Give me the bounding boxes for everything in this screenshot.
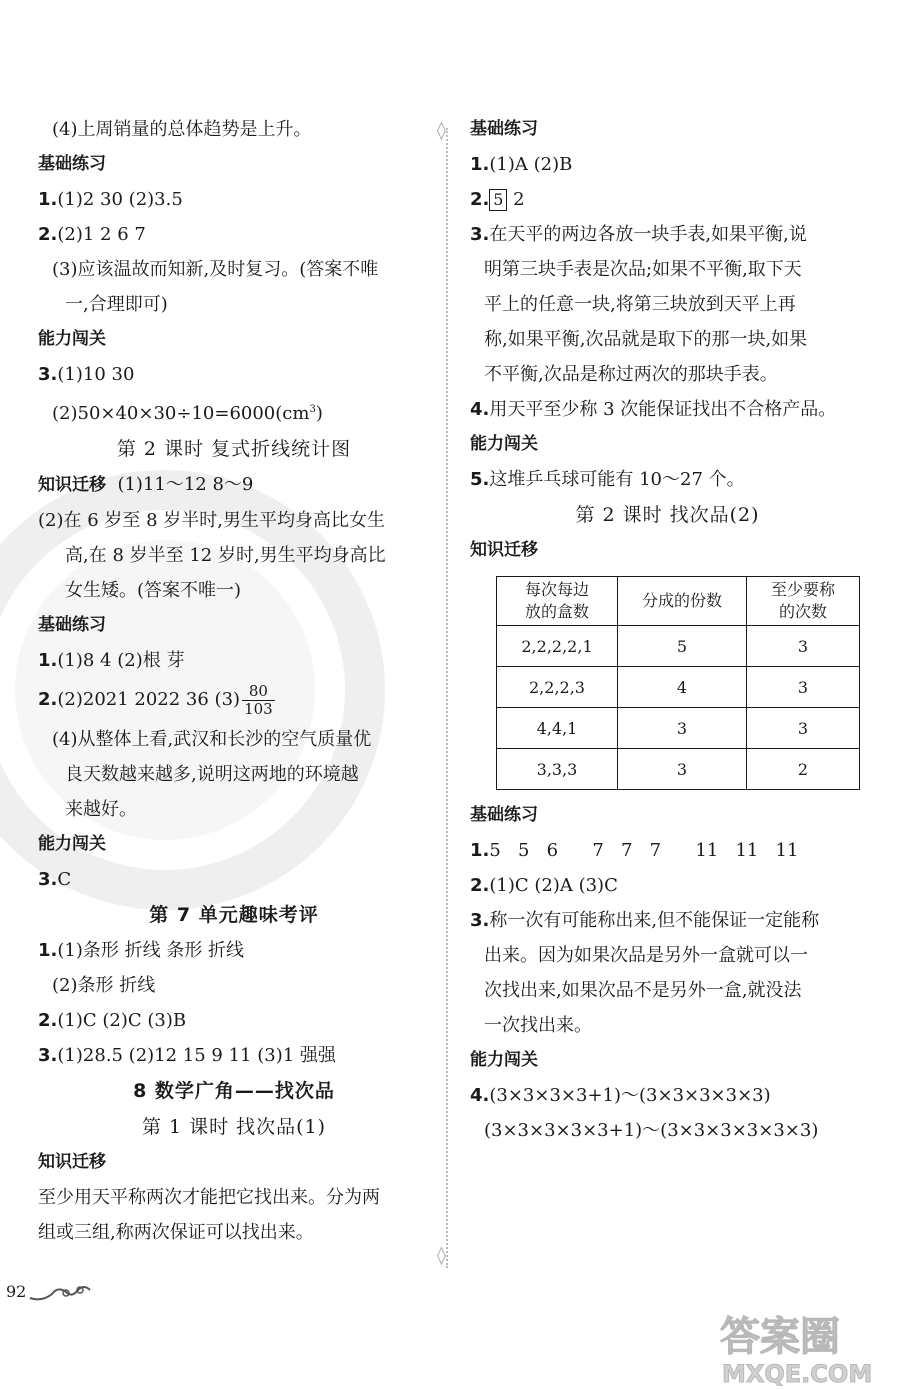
answer-text: (1)2 30 (2)3.5 — [57, 189, 183, 210]
answer-text: (1)C (2)A (3)C — [489, 875, 618, 896]
table-cell: 2,2,2,3 — [497, 667, 618, 708]
table-header-cell — [747, 577, 860, 626]
question-number: 2. — [38, 1010, 58, 1031]
boxed-answer: 5 — [489, 189, 507, 211]
answer-text: 5 5 6 7 7 7 11 11 11 — [489, 840, 799, 861]
answer-line: (3)应该温故而知新,及时复习。(答案不唯 — [52, 259, 379, 280]
table-cell: 3 — [747, 708, 860, 749]
answer-text: C — [57, 869, 72, 890]
question-number: 1. — [470, 840, 490, 861]
table-cell: 3 — [618, 708, 747, 749]
question-number: 1. — [470, 154, 490, 175]
section-heading: 基础练习 — [38, 154, 106, 174]
chapter-title: 8 数学广角——找次品 — [133, 1080, 335, 1102]
answer-text: (1)8 4 (2)根 芽 — [57, 650, 185, 671]
answer-text: (2)50×40×30÷10=6000(cm — [52, 403, 310, 424]
answer-text: 在天平的两边各放一块手表,如果平衡,说 — [489, 224, 807, 245]
header-text: 至少要称 — [770, 580, 835, 599]
lesson-title: 第 2 课时 找次品(2) — [575, 504, 760, 526]
question-number: 2. — [470, 875, 490, 896]
lesson-title: 第 2 课时 复式折线统计图 — [116, 438, 352, 460]
unit-title: 第 7 单元趣味考评 — [149, 904, 319, 926]
cloud-swirl-icon — [28, 1282, 92, 1304]
question-number: 3. — [470, 910, 490, 931]
site-watermark-logo — [710, 1308, 890, 1388]
section-heading: 知识迁移 — [38, 1152, 106, 1172]
answer-text: (1)A (2)B — [489, 154, 573, 175]
question-number: 3. — [38, 869, 58, 890]
answer-text: 2 — [507, 189, 525, 210]
table-row — [497, 667, 860, 708]
answer-text: (1)10 30 — [57, 364, 135, 385]
question-number: 3. — [470, 224, 490, 245]
answer-line: 组或三组,称两次保证可以找出来。 — [38, 1222, 314, 1243]
table-cell: 3 — [618, 749, 747, 790]
question-number: 1. — [38, 650, 58, 671]
question-number: 5. — [470, 469, 490, 490]
table-header-cell: 分成的份数 — [618, 577, 747, 626]
answer-line — [38, 392, 430, 431]
section-heading: 能力闯关 — [470, 1050, 538, 1070]
table-cell: 4,4,1 — [497, 708, 618, 749]
question-number: 4. — [470, 1085, 490, 1106]
answer-text: (1)28.5 (2)12 15 9 11 (3)1 强强 — [57, 1045, 336, 1066]
page-number: 92 — [6, 1282, 27, 1301]
table-row — [497, 626, 860, 667]
answer-line: 称,如果平衡,次品就是取下的那一块,如果 — [484, 329, 808, 350]
section-heading: 知识迁移 — [470, 540, 538, 560]
section-heading: 知识迁移 — [38, 475, 106, 495]
svg-text:答案圈: 答案圈 — [720, 1314, 840, 1360]
question-number: 4. — [470, 399, 490, 420]
superscript: 3 — [309, 404, 316, 415]
header-text: 放的盒数 — [524, 602, 589, 621]
answer-text: 称一次有可能称出来,但不能保证一定能称 — [489, 910, 820, 931]
answer-text: ) — [315, 403, 323, 424]
section-heading: 能力闯关 — [470, 434, 538, 454]
table-cell: 2,2,2,2,1 — [497, 626, 618, 667]
question-number: 2. — [470, 189, 490, 210]
answer-line: (2)条形 折线 — [52, 975, 156, 996]
fraction-numerator: 80 — [242, 683, 275, 701]
table-cell: 4 — [618, 667, 747, 708]
answer-line: 高,在 8 岁半至 12 岁时,男生平均身高比 — [65, 545, 386, 566]
answer-line: 至少用天平称两次才能把它找出来。分为两 — [38, 1187, 380, 1208]
table-cell: 2 — [747, 749, 860, 790]
column-divider — [446, 128, 450, 1268]
section-heading: 基础练习 — [470, 805, 538, 825]
question-number: 3. — [38, 364, 58, 385]
answer-line: 次找出来,如果次品不是另外一盒,就没法 — [484, 980, 802, 1001]
question-number: 2. — [38, 224, 58, 245]
answer-line: 不平衡,次品是称过两次的那块手表。 — [484, 364, 778, 385]
answer-line: 一次找出来。 — [484, 1015, 592, 1036]
question-number: 2. — [38, 689, 58, 710]
right-column — [470, 112, 865, 1148]
weighing-table — [496, 576, 860, 790]
table-header-cell — [497, 577, 618, 626]
section-heading: 能力闯关 — [38, 834, 106, 854]
divider-ornament-top: ◊ — [437, 120, 446, 141]
question-number: 1. — [38, 940, 58, 961]
table-cell: 5 — [618, 626, 747, 667]
answer-text: (3×3×3×3+1)～(3×3×3×3×3) — [489, 1085, 771, 1106]
section-heading: 能力闯关 — [38, 329, 106, 349]
header-text: 每次每边 — [524, 580, 589, 599]
fraction-denominator: 103 — [244, 699, 273, 718]
answer-line: 来越好。 — [65, 799, 137, 820]
answer-line: (2)在 6 岁至 8 岁半时,男生平均身高比女生 — [38, 510, 386, 531]
table-cell: 3 — [747, 626, 860, 667]
answer-line: 明第三块手表是次品;如果不平衡,取下天 — [484, 259, 802, 280]
answer-text: (1)条形 折线 条形 折线 — [57, 940, 245, 961]
section-heading: 基础练习 — [38, 615, 106, 635]
divider-ornament-bottom: ◊ — [437, 1245, 446, 1266]
answer-text: (1)11～12 8～9 — [117, 474, 254, 495]
section-heading: 基础练习 — [470, 119, 538, 139]
answer-line: 出来。因为如果次品是另外一盒就可以一 — [484, 945, 808, 966]
answer-line: 良天数越来越多,说明这两地的环境越 — [65, 764, 359, 785]
answer-line: 平上的任意一块,将第三块放到天平上再 — [484, 294, 796, 315]
answer-line: (3×3×3×3×3+1)～(3×3×3×3×3×3) — [484, 1120, 819, 1141]
answer-text: (1)C (2)C (3)B — [57, 1010, 187, 1031]
left-column — [38, 112, 430, 1250]
answer-line: (4)上周销量的总体趋势是上升。 — [52, 119, 312, 140]
answer-text: (2)1 2 6 7 — [57, 224, 146, 245]
table-cell: 3 — [747, 667, 860, 708]
svg-text:MXQE.COM: MXQE.COM — [722, 1360, 873, 1388]
answer-text: 用天平至少称 3 次能保证找出不合格产品。 — [489, 399, 837, 420]
fraction — [242, 683, 275, 718]
question-number: 3. — [38, 1045, 58, 1066]
table-row — [497, 708, 860, 749]
question-number: 1. — [38, 189, 58, 210]
answer-line: 一,合理即可) — [65, 294, 168, 315]
answer-text: (2)2021 2022 36 (3) — [57, 689, 241, 710]
answer-line: (4)从整体上看,武汉和长沙的空气质量优 — [52, 729, 372, 750]
table-row — [497, 749, 860, 790]
header-text: 的次数 — [778, 602, 827, 621]
table-cell: 3,3,3 — [497, 749, 618, 790]
answer-line: 女生矮。(答案不唯一) — [65, 580, 242, 601]
lesson-title: 第 1 课时 找次品(1) — [141, 1116, 327, 1138]
answer-text: 这堆乒乓球可能有 10～27 个。 — [489, 469, 745, 490]
